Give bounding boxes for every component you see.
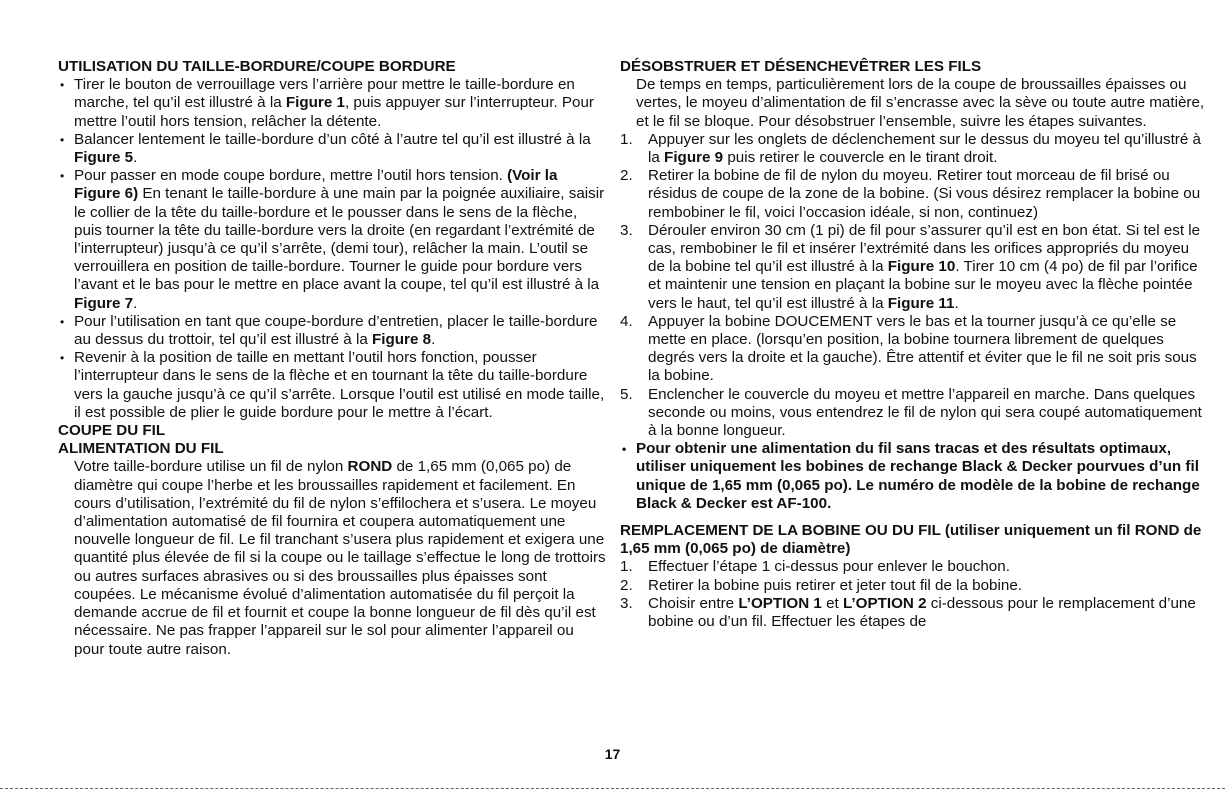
- step-item: [620, 577, 1210, 595]
- step-text: Enclencher le couvercle du moyeu et mettre l’appareil en marche. Dans quelques seconde ou moins, vous entendrez le fil de nylon qui sera coupé automatiquement à la bonne longueur.: [648, 385, 1202, 440]
- section-heading-coupe-du-fil: COUPE DU FIL: [58, 422, 166, 440]
- bullet-item: • Revenir à la position de taille en mettant l’outil hors fonction, pousser l’interrupteur dans le sens de la flèche et en tournant la tête du taille-bordure vers la gauche jusqu’à ce qu’il s’arrête. Lorsque l’outil est utilisé en mode taille, il est possible de plier le guide bordure pour le mettre à l’écart.: [58, 349, 606, 422]
- step-item: [620, 222, 1210, 313]
- figure-reference: Figure 5: [74, 149, 134, 167]
- usage-bullet-list: [58, 76, 606, 422]
- step-text: Retirer la bobine puis retirer et jeter tout fil de la bobine.: [648, 576, 1022, 594]
- figure-reference: L’OPTION 1: [738, 594, 822, 612]
- figure-reference: Figure 1: [285, 94, 345, 112]
- page-number: 17: [604, 746, 621, 762]
- figure-reference: Figure 7: [74, 294, 134, 312]
- bullet-item: • Pour l’utilisation en tant que coupe-bordure d’entretien, placer le taille-bordure au dessus du trottoir, tel qu’il est illustré à la Figure 8.: [58, 313, 606, 349]
- step-text: Appuyer la bobine DOUCEMENT vers le bas et la tourner jusqu’à ce qu’elle se mette en place. (lorsqu’en position, la bobine tournera librement de quelques degrés vers la droite et la gauche). Être attentif et éviter que le fil ne soit pris sous la bobine.: [648, 312, 1197, 385]
- figure-reference: Figure 11: [887, 294, 955, 312]
- figure-reference: Figure 10: [887, 258, 956, 276]
- right-column: [620, 58, 1210, 631]
- figure-reference: L’OPTION 2: [842, 594, 927, 612]
- figure-reference: Figure 9: [664, 149, 724, 167]
- left-column: [58, 58, 606, 659]
- step-number: 3.: [620, 221, 633, 239]
- step-number: 3.: [620, 594, 633, 612]
- step-text: Effectuer l’étape 1 ci-dessus pour enlever le bouchon.: [648, 558, 1010, 576]
- remplacement-steps: [620, 558, 1210, 631]
- step-item: [620, 131, 1210, 167]
- section-heading-alimentation: ALIMENTATION DU FIL: [58, 440, 224, 458]
- section-heading-utilisation: UTILISATION DU TAILLE-BORDURE/COUPE BORDURE: [58, 58, 456, 75]
- bullet-item: • Balancer lentement le taille-bordure d’un côté à l’autre tel qu’il est illustré à la Figure 5.: [58, 131, 606, 167]
- alimentation-paragraph: Votre taille-bordure utilise un fil de nylon ROND de 1,65 mm (0,065 po) de diamètre qui coupe l’herbe et les broussailles rapidement et facilement. En cours d’utilisation, l’extrémité du fil de nylon s’effilochera et s’usera. Le moyeu d’alimentation automatisé de fil fournira et coupera automatiquement une nouvelle longueur de fil. Le fil tranchant s’usera plus rapidement et exigera une quantité plus élevée de fil si la coupe ou le taillage s’effectue le long de trottoirs ou autres surfaces abrasives ou si des broussailles plus épaisses sont coupées. Le mécanisme évolué d’alimentation automatisée du fil perçoit la demande accrue de fil et fournit et coupe la bonne longueur de fil dès qu’il est nécessaire. Ne pas frapper l’appareil sur le sol pour alimenter l’appareil ou pour toute autre raison.: [74, 458, 606, 658]
- step-item: [620, 595, 1210, 631]
- step-item: [620, 558, 1210, 576]
- section-heading-remplacement: REMPLACEMENT DE LA BOBINE OU DU FIL (utiliser uniquement un fil ROND de 1,65 mm (0,065 po) de diamètre): [620, 522, 1202, 558]
- step-number: 1.: [620, 130, 633, 148]
- step-item: [620, 313, 1210, 386]
- bullet-item: • Pour passer en mode coupe bordure, mettre l’outil hors tension. (Voir la Figure 6) En tenant le taille-bordure à une main par la poignée auxiliaire, saisir le collier de la tête du taille-bordure et le pousser dans le sens de la flèche, puis tourner la tête du taille-bordure vers la droite (en regardant l’extrémité de l’interrupteur) jusqu’à ce qu’il s’arrête, (demi tour), relâcher la main. L’outil se verrouillera en position de taille-bordure. Tourner le guide pour bordure vers l’avant et le bas pour le mettre en place avant la coupe, tel qu’il est illustré à la Figure 7.: [58, 167, 606, 313]
- desobstruer-intro: De temps en temps, particulièrement lors de la coupe de broussailles épaisses ou vertes, le moyeu d’alimentation de fil s’encrasse avec la sève ou toute autre matière, et le fil se bloque. Pour désobstruer l’ensemble, suivre les étapes suivantes.: [636, 76, 1205, 130]
- step-text: Retirer la bobine de fil de nylon du moyeu. Retirer tout morceau de fil brisé ou résidus de coupe de la zone de la bobine. (Si vous désirez remplacer la bobine ou rembobiner le fil, voici l’occasion idéale, si non, continuez): [648, 167, 1201, 221]
- figure-reference: (Voir la Figure 6): [74, 167, 558, 203]
- figure-reference: ROND: [347, 458, 393, 476]
- step-number: 2.: [620, 576, 633, 594]
- step-number: 5.: [620, 385, 633, 403]
- step-number: 2.: [620, 167, 633, 185]
- desobstruer-steps: [620, 131, 1210, 440]
- step-item: [620, 386, 1210, 441]
- step-text: Choisir entre L’OPTION 1 et L’OPTION 2 ci-dessous pour le remplacement d’une bobine ou d’un fil. Effectuer les étapes de: [648, 594, 1196, 631]
- figure-reference: Figure 8: [372, 331, 432, 349]
- spool-note: • Pour obtenir une alimentation du fil sans tracas et des résultats optimaux, utiliser uniquement les bobines de rechange Black & Decker pourvues d’un fil unique de 1,65 mm (0,065 po). Le numéro de modèle de la bobine de rechange Black & Decker est AF-100.: [620, 440, 1210, 513]
- bullet-item: • Tirer le bouton de verrouillage vers l’arrière pour mettre le taille-bordure en marche, tel qu’il est illustré à la Figure 1, puis appuyer sur l’interrupteur. Pour mettre l’outil hors tension, relâcher la détente.: [58, 76, 606, 131]
- step-text: Appuyer sur les onglets de déclenchement sur le dessus du moyeu tel qu’illustré à la Figure 9 puis retirer le couvercle en le tirant droit.: [648, 130, 1201, 167]
- step-item: [620, 167, 1210, 222]
- step-number: 1.: [620, 558, 633, 576]
- page-bottom-rule: [0, 788, 1225, 789]
- step-number: 4.: [620, 312, 633, 330]
- spool-note-list: [620, 440, 1210, 513]
- step-text: Dérouler environ 30 cm (1 pi) de fil pour s’assurer qu’il est en bon état. Si tel est le cas, rembobiner le fil et insérer l’extrémité dans les orifices appropriés du moyeu de la bobine tel qu’il est illustré à la Figure 10. Tirer 10 cm (4 po) de fil par l’orifice et maintenir une tension en plaçant la bobine sur le moyeu avec la flèche pointée vers le haut, tel qu’il est illustré à la Figure 11.: [648, 221, 1201, 312]
- section-heading-desobstruer: DÉSOBSTRUER ET DÉSENCHEVÊTRER LES FILS: [620, 58, 982, 75]
